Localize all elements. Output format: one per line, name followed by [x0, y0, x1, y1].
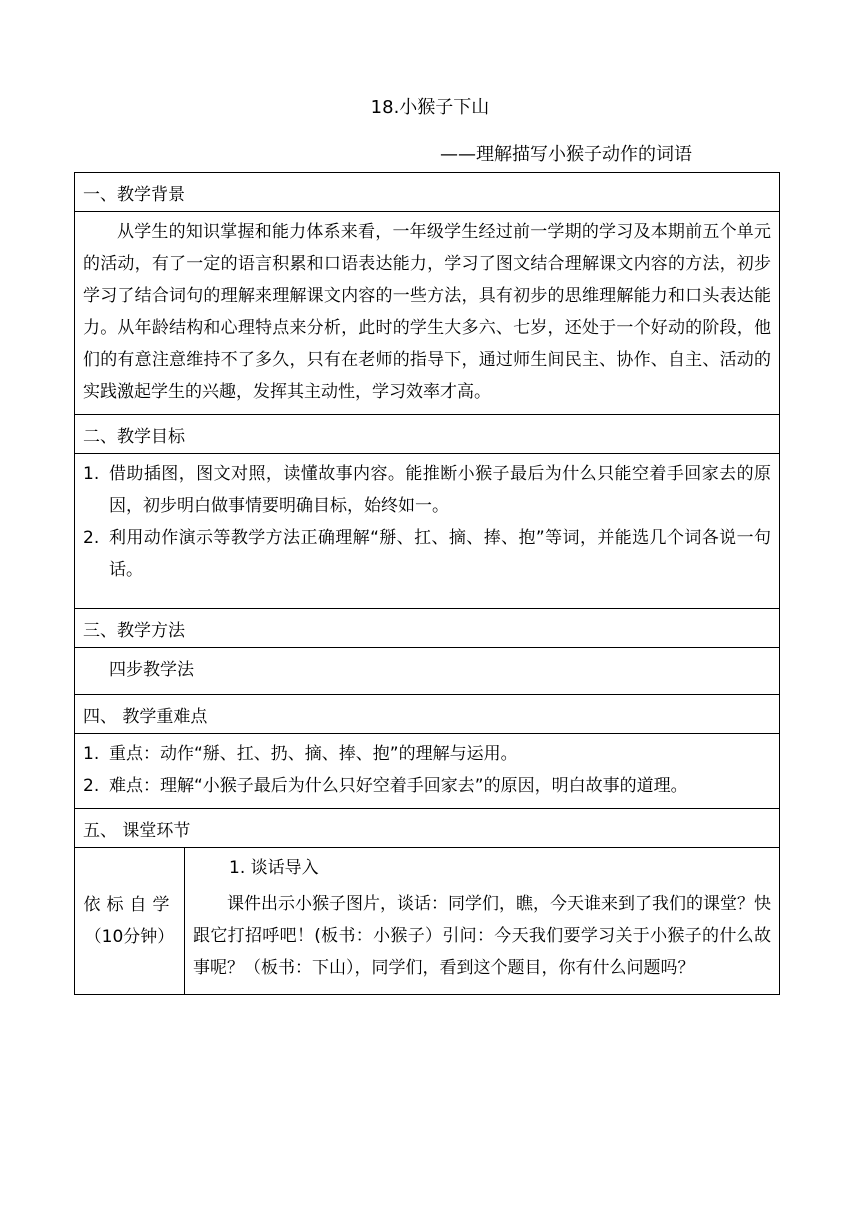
section-heading: 四、 教学重难点: [75, 695, 780, 734]
list-number: 1.: [83, 744, 100, 764]
section-goals-body-row: [75, 454, 780, 609]
section-classroom-heading-row: [75, 809, 780, 848]
section-keypoints-body-row: [75, 734, 780, 809]
section-heading: 五、 课堂环节: [75, 809, 780, 848]
list-text: 借助插图，图文对照，读懂故事内容。能推断小猴子最后为什么只能空着手回家去的原因，初步明白做事情要明确目标，始终如一。: [109, 464, 771, 516]
lesson-plan-table: [74, 172, 780, 995]
method-text: 四步教学法: [75, 648, 780, 695]
list-item: [83, 458, 771, 522]
step-time: （10分钟）: [84, 927, 175, 947]
section-classroom-body-row: [75, 848, 780, 995]
list-number: 1.: [83, 464, 100, 484]
section-goals-heading-row: [75, 415, 780, 454]
goals-list: [75, 454, 780, 609]
section-heading: 二、教学目标: [75, 415, 780, 454]
step-sub-heading: 1. 谈话导入: [229, 858, 319, 878]
section-heading: 三、教学方法: [75, 609, 780, 648]
list-item: [83, 770, 771, 802]
list-text: 难点：理解“小猴子最后为什么只好空着手回家去”的原因，明白故事的道理。: [109, 776, 688, 796]
section-method-heading-row: [75, 609, 780, 648]
list-text: 重点：动作“掰、扛、扔、摘、捧、抱”的理解与运用。: [109, 744, 518, 764]
list-number: 2.: [83, 528, 100, 548]
list-text: 利用动作演示等教学方法正确理解“掰、扛、摘、捧、抱”等词，并能选几个词各说一句话。: [109, 528, 771, 580]
section-method-body-row: [75, 648, 780, 695]
section-background-body-row: [75, 212, 780, 415]
list-item: [83, 522, 771, 586]
step-label-cell: [75, 848, 185, 995]
keypoints-list: [75, 734, 780, 809]
step-content-cell: [185, 848, 780, 995]
document-title: 18.小猴子下山: [370, 97, 490, 118]
step-label: 依标自学: [83, 895, 176, 915]
list-number: 2.: [83, 776, 100, 796]
section-background-heading-row: [75, 173, 780, 212]
background-paragraph: 从学生的知识掌握和能力体系来看，一年级学生经过前一学期的学习及本期前五个单元的活动，有了一定的语言积累和口语表达能力，学习了图文结合理解课文内容的方法，初步学习了结合词句的理解来理解课文内容的一些方法，具有初步的思维理解能力和口头表达能力。从年龄结构和心理特点来分析，此时的学生大多六、七岁，还处于一个好动的阶段，他们的有意注意维持不了多久，只有在老师的指导下，通过师生间民主、协作、自主、活动的实践激起学生的兴趣，发挥其主动性，学习效率才高。: [75, 212, 780, 415]
section-heading: 一、教学背景: [75, 173, 780, 212]
section-keypoints-heading-row: [75, 695, 780, 734]
step-paragraph: 课件出示小猴子图片，谈话：同学们，瞧，今天谁来到了我们的课堂？快跟它打招呼吧！(板书：小猴子）引问：今天我们要学习关于小猴子的什么故事呢？（板书：下山），同学们，看到这个题目，你有什么问题吗？: [193, 894, 771, 978]
list-item: [83, 738, 771, 770]
document-subtitle: ——理解描写小猴子动作的词语: [440, 144, 692, 165]
